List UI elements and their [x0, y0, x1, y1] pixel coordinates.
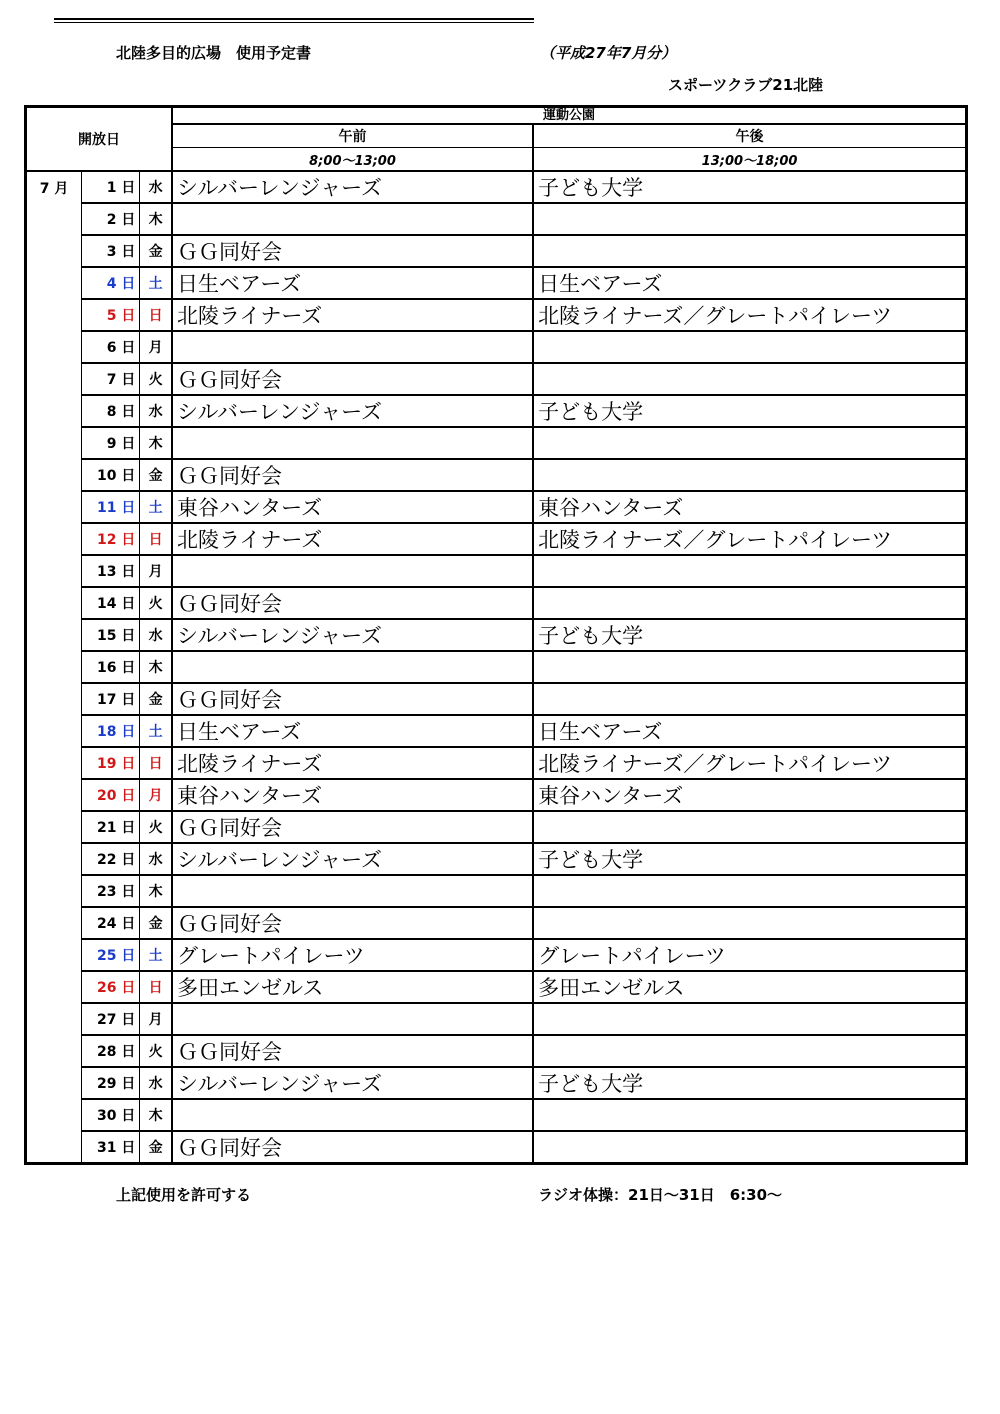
am-booking-cell: 日生ベアーズ: [172, 267, 533, 299]
day-cell: [82, 1099, 140, 1131]
pm-booking-cell: [533, 363, 966, 395]
day-cell: [82, 811, 140, 843]
day-cell: [82, 299, 140, 331]
radio-exercise-note: ラジオ体操：21日～31日 6:30～: [538, 1186, 783, 1204]
weekday-cell: 金: [140, 1131, 172, 1164]
schedule-row: [26, 523, 967, 555]
am-booking-cell: シルバーレンジャーズ: [172, 843, 533, 875]
pm-booking-cell: 子ども大学: [533, 619, 966, 651]
schedule-row: [26, 747, 967, 779]
weekday-cell: 日: [140, 523, 172, 555]
pm-booking-cell: [533, 811, 966, 843]
day-suffix: 日: [121, 692, 136, 708]
day-suffix: 日: [121, 212, 136, 228]
schedule-row: [26, 555, 967, 587]
day-number: 7: [106, 372, 117, 388]
pm-booking-cell: [533, 1099, 966, 1131]
day-number: 22: [96, 852, 117, 868]
day-cell: [82, 363, 140, 395]
day-number: 23: [96, 884, 117, 900]
am-booking-cell: [172, 427, 533, 459]
day-cell: [82, 555, 140, 587]
pm-booking-cell: 北陵ライナーズ／グレートパイレーツ: [533, 747, 966, 779]
schedule-row: [26, 907, 967, 939]
schedule-row: [26, 875, 967, 907]
weekday-cell: 金: [140, 907, 172, 939]
pm-booking-cell: グレートパイレーツ: [533, 939, 966, 971]
schedule-row: [26, 587, 967, 619]
pm-booking-cell: 子ども大学: [533, 171, 966, 203]
day-suffix: 日: [121, 340, 136, 356]
day-number: 26: [96, 980, 117, 996]
am-booking-cell: [172, 875, 533, 907]
weekday-cell: 水: [140, 843, 172, 875]
schedule-row: [26, 971, 967, 1003]
weekday-cell: 月: [140, 779, 172, 811]
am-booking-cell: [172, 331, 533, 363]
pm-booking-cell: [533, 683, 966, 715]
day-suffix: 日: [121, 596, 136, 612]
day-suffix: 日: [121, 788, 136, 804]
period-label: （平成27年7月分）: [540, 44, 677, 62]
schedule-row: [26, 171, 967, 203]
am-booking-cell: 多田エンゼルス: [172, 971, 533, 1003]
weekday-cell: 日: [140, 747, 172, 779]
day-suffix: 日: [121, 372, 136, 388]
weekday-cell: 木: [140, 427, 172, 459]
day-suffix: 日: [121, 1140, 136, 1156]
top-rule: [54, 18, 534, 23]
header-am: 午前: [172, 124, 533, 148]
day-suffix: 日: [121, 276, 136, 292]
pm-booking-cell: 日生ベアーズ: [533, 715, 966, 747]
header-park: 運動公園: [172, 107, 967, 125]
day-number: 21: [96, 820, 117, 836]
weekday-cell: 月: [140, 555, 172, 587]
day-cell: [82, 843, 140, 875]
day-number: 13: [96, 564, 117, 580]
am-booking-cell: [172, 1099, 533, 1131]
day-number: 8: [106, 404, 117, 420]
day-suffix: 日: [121, 1076, 136, 1092]
day-suffix: 日: [121, 852, 136, 868]
weekday-cell: 水: [140, 619, 172, 651]
day-suffix: 日: [121, 1108, 136, 1124]
pm-booking-cell: [533, 235, 966, 267]
am-booking-cell: 日生ベアーズ: [172, 715, 533, 747]
pm-booking-cell: 子ども大学: [533, 843, 966, 875]
day-number: 18: [96, 724, 117, 740]
schedule-row: [26, 843, 967, 875]
day-cell: [82, 171, 140, 203]
day-number: 27: [96, 1012, 117, 1028]
day-number: 1: [106, 180, 117, 196]
day-suffix: 日: [121, 180, 136, 196]
am-booking-cell: ＧＧ同好会: [172, 459, 533, 491]
schedule-row: [26, 331, 967, 363]
schedule-row: [26, 939, 967, 971]
day-cell: [82, 971, 140, 1003]
weekday-cell: 火: [140, 363, 172, 395]
weekday-cell: 木: [140, 651, 172, 683]
day-number: 4: [106, 276, 117, 292]
am-booking-cell: ＧＧ同好会: [172, 1035, 533, 1067]
day-suffix: 日: [121, 756, 136, 772]
schedule-row: [26, 651, 967, 683]
schedule-row: [26, 683, 967, 715]
schedule-row: [26, 619, 967, 651]
pm-booking-cell: [533, 587, 966, 619]
day-number: 2: [106, 212, 117, 228]
weekday-cell: 月: [140, 331, 172, 363]
pm-booking-cell: [533, 1003, 966, 1035]
day-number: 24: [96, 916, 117, 932]
document-title: 北陸多目的広場 使用予定書: [116, 44, 312, 62]
pm-booking-cell: [533, 651, 966, 683]
am-booking-cell: 北陵ライナーズ: [172, 299, 533, 331]
day-cell: [82, 267, 140, 299]
day-suffix: 日: [121, 884, 136, 900]
schedule-row: [26, 1035, 967, 1067]
weekday-cell: 土: [140, 491, 172, 523]
am-booking-cell: [172, 555, 533, 587]
weekday-cell: 火: [140, 587, 172, 619]
am-booking-cell: [172, 203, 533, 235]
day-number: 17: [96, 692, 117, 708]
day-suffix: 日: [121, 436, 136, 452]
schedule-row: [26, 491, 967, 523]
am-booking-cell: ＧＧ同好会: [172, 811, 533, 843]
pm-booking-cell: [533, 331, 966, 363]
day-cell: [82, 715, 140, 747]
schedule-row: [26, 715, 967, 747]
day-cell: [82, 395, 140, 427]
day-cell: [82, 1035, 140, 1067]
header-am-time: 8;00～13;00: [172, 148, 533, 172]
day-number: 3: [106, 244, 117, 260]
weekday-cell: 土: [140, 715, 172, 747]
pm-booking-cell: 東谷ハンターズ: [533, 491, 966, 523]
day-number: 6: [106, 340, 117, 356]
day-cell: [82, 939, 140, 971]
day-suffix: 日: [121, 532, 136, 548]
day-suffix: 日: [121, 820, 136, 836]
day-number: 12: [96, 532, 117, 548]
pm-booking-cell: [533, 1131, 966, 1164]
weekday-cell: 火: [140, 811, 172, 843]
weekday-cell: 土: [140, 939, 172, 971]
day-cell: [82, 331, 140, 363]
day-suffix: 日: [121, 1012, 136, 1028]
schedule-row: [26, 811, 967, 843]
day-number: 16: [96, 660, 117, 676]
weekday-cell: 火: [140, 1035, 172, 1067]
day-cell: [82, 587, 140, 619]
schedule-row: [26, 779, 967, 811]
schedule-row: [26, 459, 967, 491]
day-suffix: 日: [121, 948, 136, 964]
weekday-cell: 月: [140, 1003, 172, 1035]
schedule-row: [26, 1003, 967, 1035]
day-number: 10: [96, 468, 117, 484]
day-number: 25: [96, 948, 117, 964]
schedule-row: [26, 427, 967, 459]
am-booking-cell: 北陵ライナーズ: [172, 747, 533, 779]
day-cell: [82, 1003, 140, 1035]
day-suffix: 日: [121, 244, 136, 260]
am-booking-cell: シルバーレンジャーズ: [172, 619, 533, 651]
day-cell: [82, 779, 140, 811]
schedule-row: [26, 299, 967, 331]
pm-booking-cell: [533, 1035, 966, 1067]
am-booking-cell: 東谷ハンターズ: [172, 491, 533, 523]
weekday-cell: 日: [140, 971, 172, 1003]
day-cell: [82, 619, 140, 651]
am-booking-cell: [172, 651, 533, 683]
day-number: 11: [96, 500, 117, 516]
day-cell: [82, 1067, 140, 1099]
pm-booking-cell: 日生ベアーズ: [533, 267, 966, 299]
day-suffix: 日: [121, 308, 136, 324]
pm-booking-cell: [533, 203, 966, 235]
weekday-cell: 木: [140, 203, 172, 235]
schedule-row: [26, 395, 967, 427]
schedule-row: [26, 203, 967, 235]
pm-booking-cell: 子ども大学: [533, 395, 966, 427]
pm-booking-cell: 多田エンゼルス: [533, 971, 966, 1003]
weekday-cell: 水: [140, 1067, 172, 1099]
am-booking-cell: ＧＧ同好会: [172, 907, 533, 939]
day-cell: [82, 491, 140, 523]
day-number: 14: [96, 596, 117, 612]
am-booking-cell: ＧＧ同好会: [172, 1131, 533, 1164]
weekday-cell: 木: [140, 875, 172, 907]
weekday-cell: 日: [140, 299, 172, 331]
day-suffix: 日: [121, 724, 136, 740]
weekday-cell: 土: [140, 267, 172, 299]
pm-booking-cell: [533, 459, 966, 491]
day-suffix: 日: [121, 628, 136, 644]
day-cell: [82, 235, 140, 267]
day-number: 28: [96, 1044, 117, 1060]
schedule-table: [24, 105, 968, 1165]
day-number: 19: [96, 756, 117, 772]
am-booking-cell: ＧＧ同好会: [172, 587, 533, 619]
day-cell: [82, 747, 140, 779]
header-pm-time: 13;00～18;00: [533, 148, 966, 172]
day-suffix: 日: [121, 500, 136, 516]
am-booking-cell: 東谷ハンターズ: [172, 779, 533, 811]
day-number: 5: [106, 308, 117, 324]
day-cell: [82, 459, 140, 491]
pm-booking-cell: [533, 875, 966, 907]
day-cell: [82, 427, 140, 459]
day-suffix: 日: [121, 916, 136, 932]
day-cell: [82, 875, 140, 907]
pm-booking-cell: [533, 555, 966, 587]
schedule-row: [26, 363, 967, 395]
pm-booking-cell: 北陵ライナーズ／グレートパイレーツ: [533, 523, 966, 555]
schedule-row: [26, 1067, 967, 1099]
schedule-row: [26, 1099, 967, 1131]
am-booking-cell: 北陵ライナーズ: [172, 523, 533, 555]
am-booking-cell: ＧＧ同好会: [172, 363, 533, 395]
pm-booking-cell: 子ども大学: [533, 1067, 966, 1099]
am-booking-cell: ＧＧ同好会: [172, 235, 533, 267]
weekday-cell: 金: [140, 235, 172, 267]
day-cell: [82, 523, 140, 555]
club-name: スポーツクラブ21北陸: [668, 76, 824, 94]
header-pm: 午後: [533, 124, 966, 148]
weekday-cell: 金: [140, 683, 172, 715]
day-cell: [82, 1131, 140, 1164]
am-booking-cell: ＧＧ同好会: [172, 683, 533, 715]
day-suffix: 日: [121, 404, 136, 420]
month-label: 7 月: [26, 171, 82, 1164]
pm-booking-cell: 北陵ライナーズ／グレートパイレーツ: [533, 299, 966, 331]
am-booking-cell: [172, 1003, 533, 1035]
weekday-cell: 水: [140, 171, 172, 203]
header-opening-day: 開放日: [26, 107, 172, 172]
day-cell: [82, 907, 140, 939]
day-number: 31: [96, 1140, 117, 1156]
am-booking-cell: シルバーレンジャーズ: [172, 395, 533, 427]
day-suffix: 日: [121, 468, 136, 484]
am-booking-cell: シルバーレンジャーズ: [172, 1067, 533, 1099]
weekday-cell: 水: [140, 395, 172, 427]
pm-booking-cell: [533, 427, 966, 459]
pm-booking-cell: 東谷ハンターズ: [533, 779, 966, 811]
am-booking-cell: シルバーレンジャーズ: [172, 171, 533, 203]
approval-note: 上記使用を許可する: [116, 1186, 252, 1204]
schedule-row: [26, 1131, 967, 1164]
day-suffix: 日: [121, 564, 136, 580]
day-cell: [82, 651, 140, 683]
schedule-row: [26, 267, 967, 299]
weekday-cell: 木: [140, 1099, 172, 1131]
day-number: 20: [96, 788, 117, 804]
weekday-cell: 金: [140, 459, 172, 491]
day-number: 29: [96, 1076, 117, 1092]
day-number: 9: [106, 436, 117, 452]
day-cell: [82, 683, 140, 715]
day-suffix: 日: [121, 660, 136, 676]
day-number: 30: [96, 1108, 117, 1124]
day-suffix: 日: [121, 980, 136, 996]
pm-booking-cell: [533, 907, 966, 939]
day-suffix: 日: [121, 1044, 136, 1060]
am-booking-cell: グレートパイレーツ: [172, 939, 533, 971]
schedule-row: [26, 235, 967, 267]
day-number: 15: [96, 628, 117, 644]
day-cell: [82, 203, 140, 235]
